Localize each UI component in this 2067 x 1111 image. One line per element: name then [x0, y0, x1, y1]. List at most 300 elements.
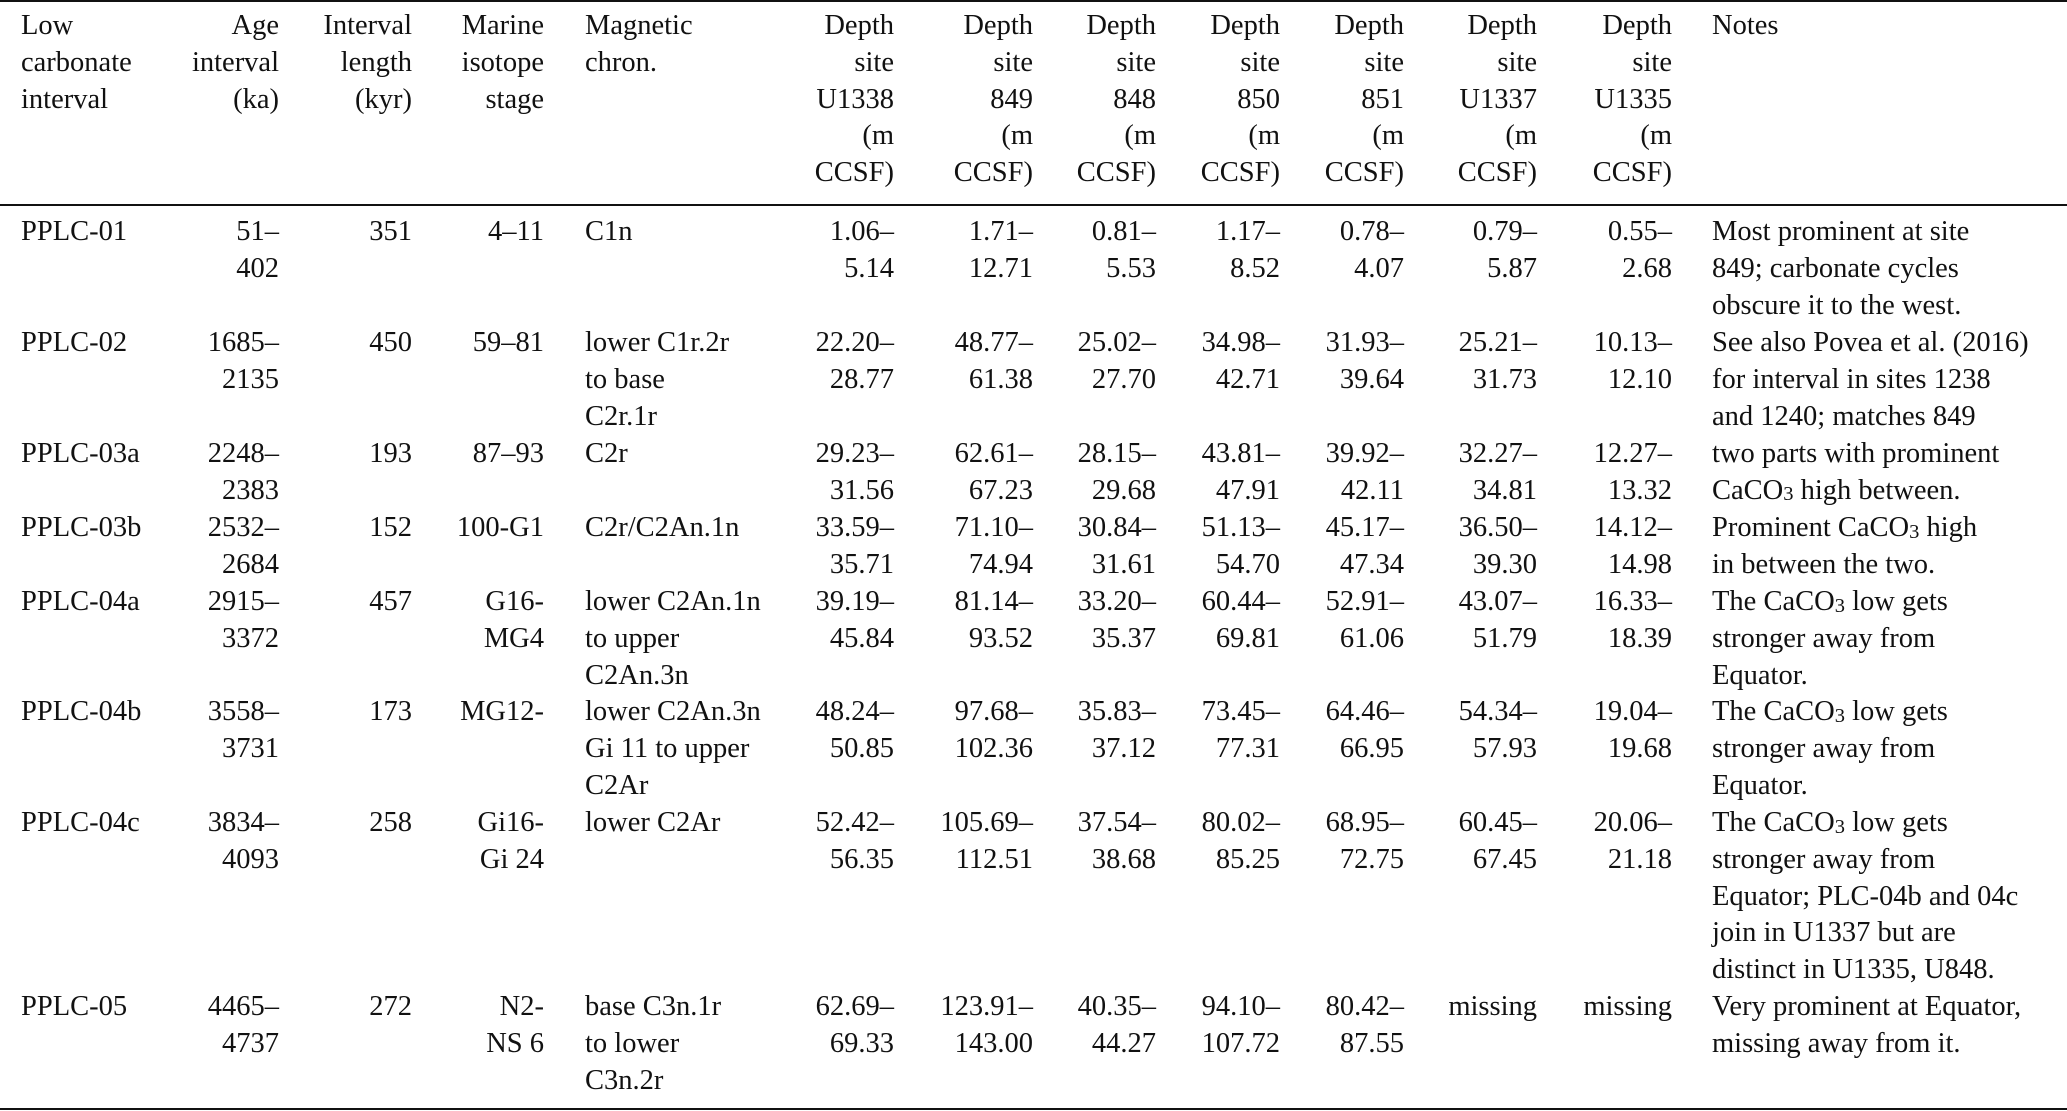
cell-depth-u1338-line: 56.35: [829, 843, 894, 875]
cell-depth-u1337: [1459, 584, 1537, 658]
cell-depth-u1338-line: 31.56: [829, 474, 894, 506]
cell-depth-849: [955, 510, 1033, 584]
cell-depth-850-line: 80.02–: [1201, 807, 1280, 838]
cell-interval: [21, 805, 140, 842]
cell-isotope-stage-line: G16-: [485, 586, 544, 617]
cell-isotope-stage-line: Gi 24: [479, 843, 544, 875]
cell-notes: [1712, 510, 1977, 584]
cell-depth-851: [1326, 989, 1404, 1063]
cell-notes-line: The CaCO$_3$ low gets: [1712, 807, 1948, 838]
cell-notes-line: 849; carbonate cycles: [1712, 252, 1959, 284]
cell-notes-line: two parts with prominent: [1712, 438, 2000, 469]
cell-magnetic-chron-line: C2r.1r: [585, 400, 658, 432]
cell-isotope-stage: [457, 510, 544, 547]
cell-notes-line: stronger away from: [1712, 843, 1936, 875]
cell-magnetic-chron: [585, 325, 729, 435]
cell-notes-line: The CaCO$_3$ low gets: [1712, 696, 1948, 727]
cell-length: [369, 214, 412, 251]
header-magnetic-chron-line: chron.: [585, 46, 658, 78]
cell-depth-u1338: [816, 805, 894, 879]
table-bottom-rule: [0, 1108, 2067, 1110]
header-interval: [21, 8, 132, 118]
cell-depth-848: [1078, 436, 1156, 510]
header-isotope-stage-line: Marine: [461, 10, 544, 41]
cell-notes: [1712, 214, 1969, 324]
cell-notes-line: Very prominent at Equator,: [1712, 991, 2022, 1022]
cell-length-line: 258: [369, 807, 412, 838]
cell-depth-848-line: 38.68: [1091, 843, 1156, 875]
cell-length-line: 152: [369, 512, 412, 543]
header-depth-851: [1325, 8, 1404, 192]
cell-depth-848-line: 0.81–: [1091, 216, 1156, 247]
cell-depth-u1337-line: 25.21–: [1458, 327, 1537, 358]
cell-depth-851-line: 47.34: [1339, 548, 1404, 580]
cell-depth-849-line: 48.77–: [954, 327, 1033, 358]
header-depth-849-line: (m: [1001, 120, 1033, 152]
cell-depth-848: [1092, 214, 1156, 288]
cell-depth-848: [1078, 989, 1156, 1063]
header-interval-line: interval: [21, 83, 109, 115]
cell-depth-848: [1078, 584, 1156, 658]
cell-depth-851-line: 64.46–: [1325, 696, 1404, 727]
cell-magnetic-chron: [585, 510, 739, 547]
cell-length: [369, 325, 412, 362]
cell-notes-line: Most prominent at site: [1712, 216, 1970, 247]
cell-notes-line: distinct in U1335, U848.: [1712, 954, 1995, 986]
cell-notes-line: The CaCO$_3$ low gets: [1712, 586, 1948, 617]
header-depth-u1338-line: site: [854, 46, 894, 78]
cell-depth-u1338-line: 45.84: [829, 622, 894, 654]
cell-magnetic-chron: [585, 436, 628, 473]
cell-depth-848-line: 29.68: [1091, 474, 1156, 506]
cell-depth-849: [955, 584, 1033, 658]
cell-depth-849-line: 105.69–: [940, 807, 1033, 838]
cell-depth-850-line: 77.31: [1215, 732, 1280, 764]
cell-depth-u1335: [1594, 436, 1672, 510]
cell-depth-849-line: 112.51: [955, 843, 1033, 875]
cell-depth-u1337: [1459, 694, 1537, 768]
cell-depth-851-line: 42.11: [1340, 474, 1404, 506]
header-isotope-stage-line: isotope: [461, 46, 544, 78]
cell-depth-u1337-line: 51.79: [1472, 622, 1537, 654]
cell-length: [369, 584, 412, 621]
cell-depth-u1337-line: missing: [1448, 991, 1537, 1022]
cell-depth-851: [1340, 214, 1404, 288]
cell-isotope-stage: [478, 805, 545, 879]
header-depth-851-line: 851: [1361, 83, 1404, 115]
header-depth-u1335-line: CCSF): [1592, 157, 1672, 189]
cell-depth-851: [1326, 694, 1404, 768]
cell-magnetic-chron-line: lower C2An.1n: [585, 586, 761, 617]
header-age-line: (ka): [233, 83, 279, 115]
cell-age: [236, 214, 279, 288]
header-depth-u1335-line: site: [1632, 46, 1672, 78]
header-notes: [1712, 8, 1779, 45]
header-length-line: Interval: [323, 10, 412, 41]
cell-depth-851-line: 52.91–: [1325, 586, 1404, 617]
cell-depth-u1338-line: 50.85: [829, 732, 894, 764]
header-depth-850-line: Depth: [1210, 10, 1280, 41]
cell-notes-line: and 1240; matches 849: [1712, 400, 1976, 432]
cell-depth-u1338-line: 62.69–: [815, 991, 894, 1022]
cell-isotope-stage-line: NS 6: [486, 1027, 544, 1059]
header-depth-848-line: 848: [1113, 83, 1156, 115]
cell-depth-u1337: [1473, 214, 1537, 288]
header-depth-850: [1201, 8, 1280, 192]
cell-depth-u1337-line: 60.45–: [1458, 807, 1537, 838]
cell-depth-u1338: [816, 436, 894, 510]
cell-depth-u1338: [830, 214, 894, 288]
header-length-line: (kyr): [355, 83, 412, 115]
cell-magnetic-chron-line: C2r/C2An.1n: [585, 512, 740, 543]
cell-depth-u1338-line: 48.24–: [815, 696, 894, 727]
header-depth-851-line: Depth: [1334, 10, 1404, 41]
cell-age-line: 2135: [222, 363, 279, 395]
cell-depth-u1337-line: 34.81: [1472, 474, 1537, 506]
header-isotope-stage-line: stage: [485, 83, 544, 115]
cell-depth-u1337: [1459, 510, 1537, 584]
cell-depth-850-line: 54.70: [1215, 548, 1280, 580]
cell-notes-line: obscure it to the west.: [1712, 289, 1962, 321]
cell-age: [208, 989, 279, 1063]
cell-depth-u1337-line: 39.30: [1472, 548, 1537, 580]
header-depth-u1335: [1593, 8, 1672, 192]
header-depth-u1335-line: U1335: [1594, 83, 1672, 115]
cell-notes: [1712, 805, 2018, 989]
cell-depth-851-line: 80.42–: [1325, 991, 1404, 1022]
cell-depth-u1338-line: 29.23–: [815, 438, 894, 469]
header-magnetic-chron-line: Magnetic: [585, 10, 693, 41]
header-depth-851-line: site: [1364, 46, 1404, 78]
cell-depth-u1338-line: 5.14: [844, 252, 894, 284]
header-depth-850-line: (m: [1248, 120, 1280, 152]
cell-isotope-stage-line: 100-G1: [456, 512, 544, 543]
header-depth-848-line: (m: [1124, 120, 1156, 152]
cell-depth-849: [969, 214, 1033, 288]
cell-depth-848-line: 33.20–: [1077, 586, 1156, 617]
cell-notes-line: in between the two.: [1712, 548, 1936, 580]
cell-magnetic-chron-line: C2An.3n: [585, 659, 689, 691]
header-magnetic-chron: [585, 8, 693, 82]
cell-depth-849-line: 93.52: [968, 622, 1033, 654]
cell-depth-u1335: [1594, 584, 1672, 658]
cell-depth-848-line: 37.54–: [1077, 807, 1156, 838]
cell-age: [208, 584, 279, 658]
cell-notes-line: join in U1337 but are: [1712, 917, 1956, 949]
cell-depth-848-line: 31.61: [1091, 548, 1156, 580]
cell-interval: [21, 989, 127, 1026]
header-isotope-stage: [462, 8, 544, 118]
header-depth-u1337-line: Depth: [1467, 10, 1537, 41]
cell-depth-u1335: [1594, 805, 1672, 879]
header-depth-u1337-line: U1337: [1459, 83, 1537, 115]
cell-depth-850: [1202, 694, 1280, 768]
cell-depth-850-line: 85.25: [1215, 843, 1280, 875]
header-depth-851-line: (m: [1372, 120, 1404, 152]
cell-depth-u1338: [816, 325, 894, 399]
cell-age: [208, 510, 279, 584]
cell-interval-line: PPLC-05: [21, 991, 128, 1022]
cell-depth-850-line: 69.81: [1215, 622, 1280, 654]
cell-depth-850: [1216, 214, 1280, 288]
cell-notes-line: Prominent CaCO$_3$ high: [1712, 512, 1978, 543]
cell-depth-849: [940, 989, 1033, 1063]
header-length: [323, 8, 412, 118]
cell-magnetic-chron-line: Gi 11 to upper: [585, 732, 750, 764]
header-depth-848-line: CCSF): [1076, 157, 1156, 189]
cell-depth-848-line: 28.15–: [1077, 438, 1156, 469]
cell-age-line: 3731: [222, 732, 279, 764]
cell-depth-850-line: 42.71: [1215, 363, 1280, 395]
cell-notes-line: Equator.: [1712, 769, 1808, 801]
cell-depth-u1337-line: 31.73: [1472, 363, 1537, 395]
cell-depth-848-line: 5.53: [1106, 252, 1156, 284]
cell-depth-849-line: 12.71: [968, 252, 1033, 284]
cell-depth-850: [1202, 325, 1280, 399]
cell-age-line: 2383: [222, 474, 279, 506]
cell-depth-850-line: 73.45–: [1201, 696, 1280, 727]
cell-depth-u1335-line: 10.13–: [1593, 327, 1672, 358]
cell-depth-851-line: 39.92–: [1325, 438, 1404, 469]
cell-depth-u1335-line: 12.10: [1607, 363, 1672, 395]
header-depth-848-line: site: [1116, 46, 1156, 78]
cell-depth-851-line: 72.75: [1339, 843, 1404, 875]
cell-depth-851: [1326, 584, 1404, 658]
cell-isotope-stage-line: 4–11: [488, 216, 544, 247]
cell-depth-u1337-line: 32.27–: [1458, 438, 1537, 469]
cell-isotope-stage: [484, 584, 544, 658]
cell-depth-849-line: 123.91–: [940, 991, 1033, 1022]
cell-depth-848-line: 30.84–: [1077, 512, 1156, 543]
cell-depth-849-line: 1.71–: [968, 216, 1033, 247]
cell-notes-line: See also Povea et al. (2016): [1712, 327, 2029, 358]
cell-depth-849-line: 97.68–: [954, 696, 1033, 727]
header-depth-u1337-line: site: [1497, 46, 1537, 78]
cell-magnetic-chron-line: to base: [585, 363, 665, 395]
cell-notes: [1712, 694, 1948, 804]
cell-magnetic-chron-line: to upper: [585, 622, 680, 654]
cell-age-line: 3558–: [207, 696, 279, 727]
cell-interval: [21, 584, 140, 621]
cell-depth-849-line: 102.36: [954, 732, 1033, 764]
cell-depth-u1335-line: 16.33–: [1593, 586, 1672, 617]
cell-notes-line: Equator; PLC-04b and 04c: [1712, 880, 2019, 912]
cell-interval-line: PPLC-02: [21, 327, 128, 358]
cell-depth-849: [940, 805, 1033, 879]
cell-isotope-stage-line: N2-: [499, 991, 544, 1022]
cell-age-line: 3372: [222, 622, 279, 654]
cell-depth-848-line: 40.35–: [1077, 991, 1156, 1022]
cell-isotope-stage-line: 59–81: [472, 327, 544, 358]
cell-depth-851-line: 66.95: [1339, 732, 1404, 764]
cell-notes: [1712, 584, 1948, 694]
cell-length: [369, 989, 412, 1026]
header-depth-849: [954, 8, 1033, 192]
cell-length-line: 272: [369, 991, 412, 1022]
cell-isotope-stage-line: MG12-: [460, 696, 544, 727]
cell-isotope-stage: [473, 436, 544, 473]
cell-depth-851: [1326, 510, 1404, 584]
cell-age: [208, 325, 279, 399]
cell-depth-851-line: 61.06: [1339, 622, 1404, 654]
cell-age-line: 1685–: [207, 327, 279, 358]
cell-length-line: 173: [369, 696, 412, 727]
table-top-rule: [0, 0, 2067, 2]
cell-magnetic-chron-line: base C3n.1r: [585, 991, 722, 1022]
cell-length: [369, 510, 412, 547]
cell-notes-line: for interval in sites 1238: [1712, 363, 1991, 395]
cell-length-line: 450: [369, 327, 412, 358]
cell-depth-851-line: 68.95–: [1325, 807, 1404, 838]
cell-depth-850: [1202, 805, 1280, 879]
cell-depth-u1338-line: 52.42–: [815, 807, 894, 838]
header-interval-line: Low: [21, 10, 74, 41]
cell-magnetic-chron-line: C2Ar: [585, 769, 649, 801]
cell-depth-u1335-line: 12.27–: [1593, 438, 1672, 469]
header-depth-u1338: [815, 8, 894, 192]
cell-interval: [21, 325, 127, 362]
cell-depth-u1338: [816, 584, 894, 658]
cell-depth-849-line: 62.61–: [954, 438, 1033, 469]
header-depth-u1335-line: Depth: [1602, 10, 1672, 41]
cell-depth-u1338: [816, 694, 894, 768]
cell-depth-849-line: 61.38: [968, 363, 1033, 395]
cell-length: [369, 694, 412, 731]
cell-age-line: 402: [236, 252, 279, 284]
cell-depth-851: [1326, 805, 1404, 879]
cell-magnetic-chron-line: C3n.2r: [585, 1064, 664, 1096]
cell-age: [208, 805, 279, 879]
cell-depth-u1335-line: 14.98: [1607, 548, 1672, 580]
cell-isotope-stage: [488, 214, 544, 251]
header-depth-849-line: site: [993, 46, 1033, 78]
cell-depth-850: [1202, 510, 1280, 584]
header-depth-u1338-line: U1338: [816, 83, 894, 115]
cell-depth-u1335-line: 21.18: [1607, 843, 1672, 875]
cell-isotope-stage-line: Gi16-: [477, 807, 544, 838]
cell-depth-848-line: 37.12: [1091, 732, 1156, 764]
cell-depth-u1338: [816, 989, 894, 1063]
header-depth-850-line: 850: [1237, 83, 1280, 115]
cell-depth-u1335-line: 19.04–: [1593, 696, 1672, 727]
header-depth-850-line: site: [1240, 46, 1280, 78]
cell-depth-u1337-line: 36.50–: [1458, 512, 1537, 543]
cell-depth-850-line: 47.91: [1215, 474, 1280, 506]
header-depth-u1337: [1458, 8, 1537, 192]
header-depth-u1337-line: CCSF): [1457, 157, 1537, 189]
cell-notes-line: stronger away from: [1712, 622, 1936, 654]
cell-isotope-stage: [460, 694, 544, 731]
cell-depth-u1338-line: 1.06–: [829, 216, 894, 247]
cell-notes: [1712, 325, 2029, 435]
cell-depth-u1337: [1459, 805, 1537, 879]
cell-magnetic-chron: [585, 214, 633, 251]
header-depth-849-line: Depth: [963, 10, 1033, 41]
cell-depth-850-line: 107.72: [1201, 1027, 1280, 1059]
cell-depth-851-line: 39.64: [1339, 363, 1404, 395]
cell-depth-u1338-line: 22.20–: [815, 327, 894, 358]
cell-interval-line: PPLC-04b: [21, 696, 142, 727]
cell-depth-850-line: 34.98–: [1201, 327, 1280, 358]
header-depth-850-line: CCSF): [1200, 157, 1280, 189]
cell-depth-850-line: 60.44–: [1201, 586, 1280, 617]
cell-depth-850-line: 94.10–: [1201, 991, 1280, 1022]
cell-depth-850-line: 8.52: [1230, 252, 1280, 284]
cell-depth-u1338-line: 39.19–: [815, 586, 894, 617]
cell-interval-line: PPLC-04c: [21, 807, 140, 838]
cell-interval: [21, 510, 141, 547]
cell-length: [369, 805, 412, 842]
header-interval-line: carbonate: [21, 46, 132, 78]
cell-depth-u1335: [1583, 989, 1672, 1026]
cell-depth-850: [1202, 436, 1280, 510]
cell-interval-line: PPLC-03a: [21, 438, 140, 469]
cell-depth-u1337-line: 43.07–: [1458, 586, 1537, 617]
cell-depth-851-line: 0.78–: [1339, 216, 1404, 247]
cell-age: [208, 694, 279, 768]
cell-notes-line: CaCO$_3$ high between.: [1712, 474, 1961, 506]
header-depth-u1337-line: (m: [1505, 120, 1537, 152]
cell-depth-848: [1078, 805, 1156, 879]
header-depth-848-line: Depth: [1086, 10, 1156, 41]
cell-age-line: 2532–: [207, 512, 279, 543]
header-age-line: Age: [231, 10, 279, 41]
cell-magnetic-chron: [585, 584, 761, 694]
cell-depth-u1338-line: 35.71: [829, 548, 894, 580]
header-length-line: length: [340, 46, 412, 78]
cell-interval: [21, 436, 140, 473]
cell-length-line: 351: [369, 216, 412, 247]
cell-interval-line: PPLC-01: [21, 216, 128, 247]
header-depth-849-line: 849: [990, 83, 1033, 115]
cell-length-line: 193: [369, 438, 412, 469]
cell-depth-848: [1078, 694, 1156, 768]
cell-depth-849: [955, 694, 1033, 768]
header-depth-848: [1077, 8, 1156, 192]
cell-depth-849-line: 67.23: [968, 474, 1033, 506]
cell-depth-u1337-line: 54.34–: [1458, 696, 1537, 727]
cell-magnetic-chron-line: C2r: [585, 438, 628, 469]
header-age: [192, 8, 279, 118]
cell-depth-848-line: 25.02–: [1077, 327, 1156, 358]
cell-depth-u1335: [1594, 325, 1672, 399]
header-depth-849-line: CCSF): [953, 157, 1033, 189]
header-age-line: interval: [191, 46, 279, 78]
cell-depth-849: [955, 436, 1033, 510]
cell-depth-u1335-line: 0.55–: [1607, 216, 1672, 247]
cell-depth-u1335-line: 19.68: [1607, 732, 1672, 764]
cell-notes-line: missing away from it.: [1712, 1027, 1961, 1059]
header-depth-u1338-line: CCSF): [814, 157, 894, 189]
cell-depth-u1335: [1608, 214, 1672, 288]
cell-depth-848-line: 44.27: [1091, 1027, 1156, 1059]
cell-depth-851: [1326, 436, 1404, 510]
cell-isotope-stage: [473, 325, 544, 362]
cell-interval-line: PPLC-03b: [21, 512, 142, 543]
cell-interval: [21, 214, 127, 251]
cell-depth-u1337-line: 0.79–: [1472, 216, 1537, 247]
cell-depth-849-line: 74.94: [968, 548, 1033, 580]
cell-depth-u1335-line: 14.12–: [1593, 512, 1672, 543]
header-depth-u1338-line: Depth: [824, 10, 894, 41]
cell-magnetic-chron-line: lower C1r.2r: [585, 327, 730, 358]
cell-age: [208, 436, 279, 510]
cell-age-line: 4093: [222, 843, 279, 875]
cell-interval: [21, 694, 141, 731]
cell-depth-850: [1202, 584, 1280, 658]
cell-notes: [1712, 989, 2021, 1063]
header-notes-line: Notes: [1712, 10, 1779, 41]
